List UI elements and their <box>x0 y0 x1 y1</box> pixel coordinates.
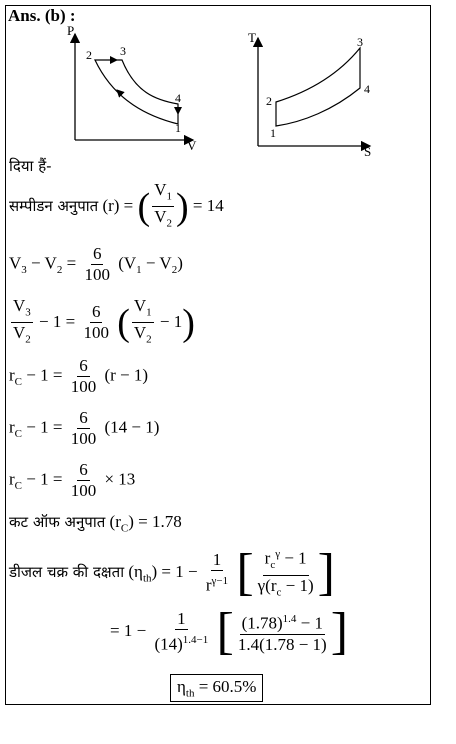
pv-cycle-path <box>95 60 178 124</box>
cutoff-ratio-label: कट ऑफ अनुपात <box>9 513 106 531</box>
rc-line-1: $r_C - 1$ = $\frac{6}{100}$ (r − 1) <box>9 356 149 396</box>
rc-line-3: $r_C - 1$ = $\frac{6}{100}$ × 13 <box>9 460 136 500</box>
ts-pt-3: 3 <box>357 35 363 49</box>
pv-label-v: V <box>187 138 197 152</box>
pv-label-p: P <box>67 23 75 38</box>
ts-pt-1: 1 <box>270 126 276 140</box>
volume-ratio-line: $\frac{V_3}{V_2}$ − 1 = $\frac{6}{100}$ ( $\frac{V_1}{V_2}$ − 1) <box>13 296 195 346</box>
diesel-efficiency-label: डीजल चक्र की दक्षता <box>9 563 125 582</box>
given-label: दिया हैं- <box>9 157 52 175</box>
efficiency-result: $\eta_{th} = 60.5\%$ <box>170 674 263 702</box>
pv-diagram <box>55 22 205 152</box>
ts-pt-2: 2 <box>266 94 272 108</box>
compression-ratio-lhs: (r) = <box>102 195 134 215</box>
pv-pt-1: 1 <box>175 121 181 135</box>
efficiency-substitution-line: = 1 − $\frac{1}{(14)^{1.4-1}}$ [ $\frac{(1.78)^{1.4} - 1}{1.4(1.78 - 1)}$ ] <box>110 603 349 660</box>
ts-diagram <box>238 30 383 158</box>
pv-pt-2: 2 <box>86 48 92 62</box>
cutoff-volume-line: $V_3 - V_2$ = $\frac{6}{100}$ $(V_1 - V_2)$ <box>9 244 183 284</box>
compression-ratio-label: सम्पीडन अनुपात <box>9 196 99 215</box>
compression-ratio-line: सम्पीडन अनुपात (r) = ( $\frac{V_1}{V_2}$ ) = 14 <box>9 180 224 230</box>
compression-ratio-value: = 14 <box>192 195 224 215</box>
rc-line-2: $r_C - 1$ = $\frac{6}{100}$ (14 − 1) <box>9 408 160 448</box>
pv-pt-3: 3 <box>120 44 126 58</box>
ts-cycle-path <box>276 48 360 126</box>
ts-pt-4: 4 <box>364 82 370 96</box>
ts-label-s: S <box>364 144 372 158</box>
cutoff-ratio-line: कट ऑफ अनुपात $(r_C) = 1.78$ <box>9 512 182 535</box>
pv-pt-4: 4 <box>175 91 181 105</box>
ts-label-t: T <box>248 30 256 45</box>
diesel-efficiency-line: डीजल चक्र की दक्षता $(\eta_{th}) = 1$ − $\frac{1}{r^{\gamma-1}}$ [ $\frac{r_c^\gamma - 1}{\gamma(r_c - 1)}$ ] <box>9 544 335 602</box>
answer-heading: Ans. (b) : <box>8 6 76 25</box>
